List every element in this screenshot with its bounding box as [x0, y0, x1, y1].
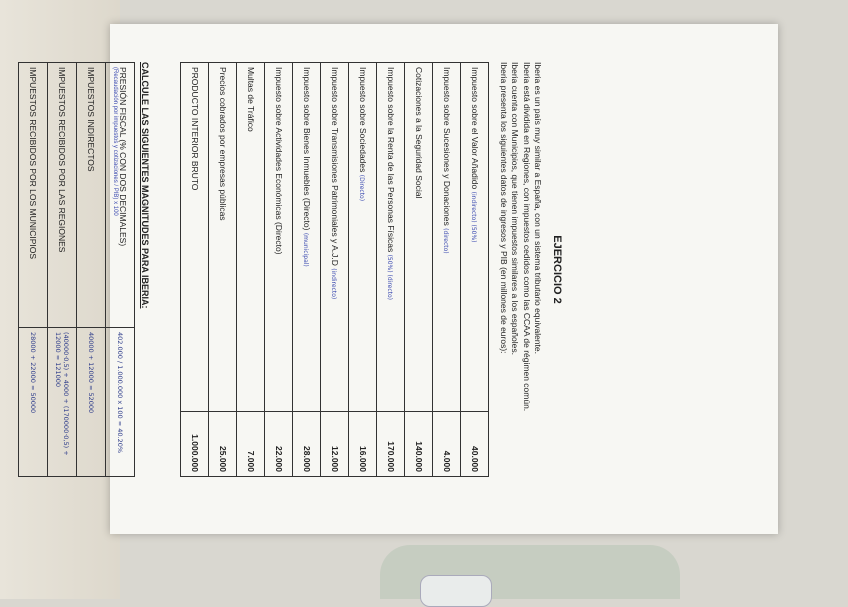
row-value: 4.000	[433, 412, 461, 477]
handwritten-note: (directo)	[441, 228, 449, 254]
document-content	[0, 62, 563, 477]
data-table	[180, 62, 489, 477]
row-label: Multas de Tráfico	[245, 67, 256, 132]
row-value: 40.000	[461, 412, 489, 477]
handwritten-note: (Recaudación por impuestos y cotizaciones / PIB) x 100	[112, 67, 119, 216]
intro-text	[497, 62, 543, 477]
handwritten-answer: (40000·0,5) + 4000 + (170000·0,5) + 12000 = 121000	[48, 328, 77, 477]
row-label: Impuesto sobre Sucesiones y Donaciones	[441, 67, 452, 226]
question-label: IMPUESTOS RECIBIDOS POR LAS REGIONES	[57, 67, 68, 253]
row-value: 170.000	[377, 412, 405, 477]
intro-line: Iberia presenta los siguientes datos de ingresos y PIB (en millones de euros):	[498, 62, 509, 354]
table-row	[19, 63, 48, 477]
row-value: 7.000	[237, 412, 265, 477]
section-header: CALCULE LAS SIGUIENTES MAGNITUDES PARA IBERIA:	[140, 62, 151, 309]
table-row	[349, 63, 377, 477]
row-label: Impuesto sobre Sociedades	[357, 67, 368, 173]
table-row	[237, 63, 265, 477]
row-value: 25.000	[209, 412, 237, 477]
row-label: Cotizaciones a la Seguridad Social	[413, 67, 424, 199]
handwritten-note: (indirecto) (50%)	[469, 191, 477, 243]
table-row	[77, 63, 106, 477]
intro-line: Iberia es un país muy similar a España, con un sistema tributario equivalente.	[533, 62, 543, 354]
handwritten-answer: 40000 + 12000 = 52000	[77, 328, 106, 477]
row-label: Impuesto sobre Bienes Inmuebles (Directo)	[301, 67, 312, 231]
table-row	[433, 63, 461, 477]
row-label: Impuesto sobre el Valor Añadido	[469, 67, 480, 190]
question-label: IMPUESTOS RECIBIDOS POR LOS MUNICIPIOS	[28, 67, 39, 260]
row-value: 1.000.000	[181, 412, 209, 477]
row-label: Impuesto sobre la Renta de las Personas Físicas	[385, 67, 396, 253]
handwritten-note: (Directo)	[357, 174, 365, 202]
row-value: 22.000	[265, 412, 293, 477]
table-row	[181, 63, 209, 477]
row-label: Impuesto sobre Transmisiones Patrimoniales y A.J.D	[329, 67, 340, 266]
row-label: Impuesto sobre Actividades Económicas (Directo)	[273, 67, 284, 255]
intro-line: Iberia está dividida en Regiones, con impuestos cedidos como las CCAA de régimen común.	[521, 62, 532, 412]
row-value: 12.000	[321, 412, 349, 477]
intro-line: Iberia cuenta con Municipios, que tienen impuestos similares a los españoles.	[510, 62, 521, 355]
background-device	[420, 575, 492, 607]
question-label: IMPUESTOS INDIRECTOS	[86, 67, 97, 172]
handwritten-note: (indirecto)	[329, 268, 337, 300]
page-title: EJERCICIO 2	[551, 235, 563, 304]
questions-table	[18, 62, 135, 477]
row-value: 140.000	[405, 412, 433, 477]
table-row	[209, 63, 237, 477]
table-row	[405, 63, 433, 477]
handwritten-answer: 28000 + 22000 = 50000	[19, 328, 48, 477]
table-row	[377, 63, 405, 477]
row-label: PRODUCTO INTERIOR BRUTO	[189, 67, 200, 191]
table-row	[293, 63, 321, 477]
handwritten-answer: 402.000 / 1.000.000 x 100 = 40.20%	[106, 328, 135, 477]
handwritten-note: (50%) (directo)	[385, 254, 393, 301]
row-label: Precios cobrados por empresas públicas	[217, 67, 228, 221]
row-value: 16.000	[349, 412, 377, 477]
handwritten-note: (municipal)	[301, 232, 309, 267]
table-row	[461, 63, 489, 477]
table-row	[106, 63, 135, 477]
table-row	[48, 63, 77, 477]
table-row	[321, 63, 349, 477]
question-label: PRESIÓN FISCAL (% CON DOS DECIMALES)	[118, 67, 129, 247]
row-value: 28.000	[293, 412, 321, 477]
table-row	[265, 63, 293, 477]
